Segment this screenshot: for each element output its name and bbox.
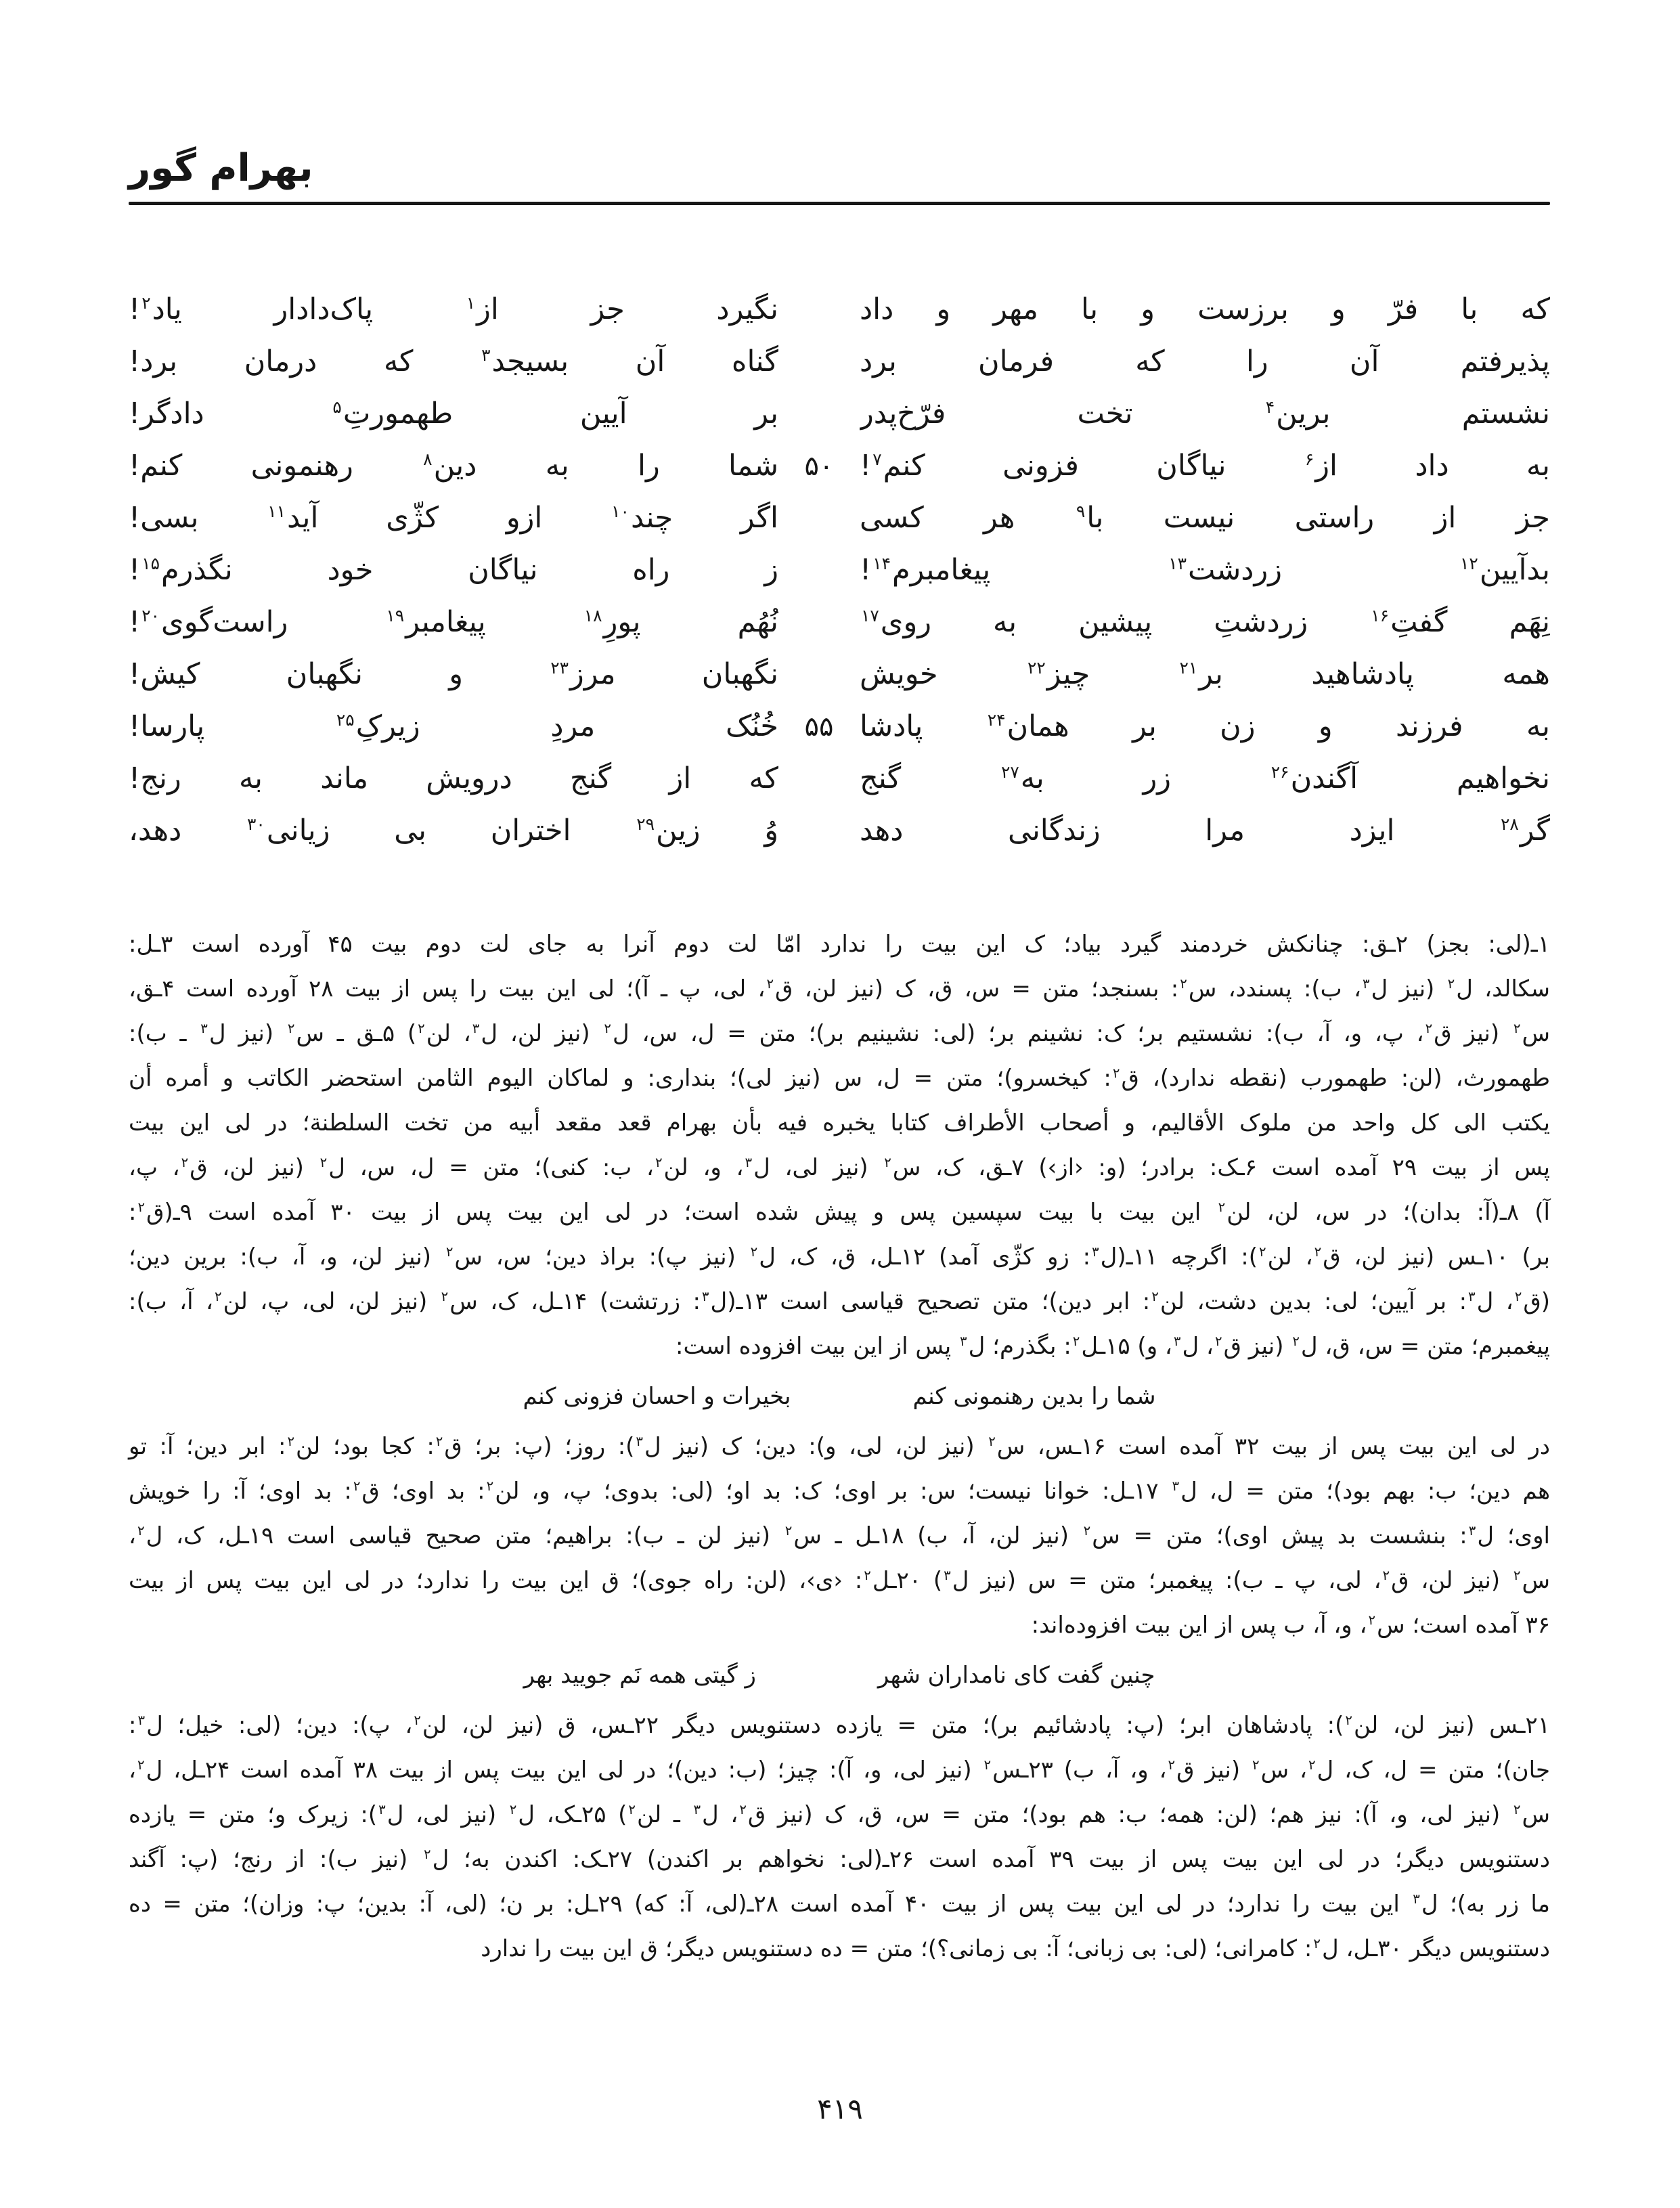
hemistich-second: اگر چند$^{۱۰}$ ازو کژّی آید$^{۱۱}$ بسی! — [129, 501, 778, 535]
apparatus-line: ۱ـ(لی: بجز) ۲ـق: چنانکش خردمند گیرد بیاد؛ ک این بیت را ندارد امّا لت دوم آنرا به جای لت دوم بیت ۴۵ آورده است ۳ـل: — [129, 931, 1550, 958]
apparatus-line: س$^۲$ (نیز ق$^۲$، پ، و، آ، ب): نشستیم بر؛ ک: نشینم بر؛ (لی: نشینیم بر)؛ متن = ل، س، ل$^۲$ (نیز لن، ل$^۳$، لن$^۲$) ۵ـق ـ س$^۲$ (نیز ل$^۳$ ـ ب): — [129, 1020, 1550, 1048]
verse-row — [129, 596, 1550, 648]
apparatus-line: آ) ۸ـ(آ: بدان)؛ در س، لن، لن$^۲$ این بیت با بیت سپسین پس و پیش شده است؛ در لی این بیت پس از بیت ۳۰ آمده است ۹ـ(ق$^۲$: — [129, 1199, 1550, 1227]
hemistich-first: نشستم برین$^۴$ تخت فرّخ‌پدر — [860, 397, 1550, 431]
apparatus-line: یکتب الی کل واحد من ملوک الأقالیم، و أصحاب الأطراف کتابا یخبره فیه بأن بهرام قعد مقعد أبیه من تخت السلطنة؛ در لی این بیت — [129, 1109, 1550, 1137]
hemistich-first: همه پادشاهید بر$^{۲۱}$ چیز$^{۲۲}$ خویش — [860, 657, 1550, 692]
apparatus-line-end: ۳۶ آمده است؛ س$^۲$، و، آ، ب پس از این بیت افزوده‌اند: — [1031, 1612, 1550, 1639]
verse-row — [129, 336, 1550, 388]
inserted-verse-second: ز گیتی همه نَم جویید بهر — [523, 1662, 756, 1690]
verse-number: ۵۰ — [804, 451, 834, 483]
apparatus-line: پس از بیت ۲۹ آمده است ۶ـک: برادر؛ (و: ‹از›) ۷ـق، ک، س$^۲$ (نیز لی، ل$^۳$، و، لن$^۲$، ب: کنی)؛ متن = ل، س، ل$^۲$ (نیز لن، ق$^۲$، پ، — [129, 1154, 1551, 1182]
apparatus-line: س$^۲$ (نیز لی، و، آ): نیز هم؛ (لن: همه؛ ب: هم بود)؛ متن = س، ق، ک (نیز ق$^۲$، ل$^۳$ ـ لن$^۲$) ۲۵ـک، ل$^۲$ (نیز لی، ل$^۳$): زیرک و؛ متن = یازده — [129, 1801, 1551, 1829]
hemistich-first: جز از راستی نیست با$^۹$ هر کسی — [860, 501, 1550, 535]
hemistich-first: پذیرفتم آن را که فرمان برد — [860, 345, 1550, 379]
hemistich-second: نگیرد جز از$^۱$ پاک‌دادار یاد$^۲$! — [129, 292, 778, 327]
apparatus-inserted-verse — [129, 1369, 1550, 1424]
verse-row — [129, 701, 1550, 753]
apparatus-line: ۲۱ـس (نیز لن، لن$^۲$): پادشاهان ابر؛ (پ: پادشائیم بر)؛ متن = یازده دستنویس دیگر ۲۲ـس، ق (نیز لن، لن$^۲$، پ): دین؛ (لی: خیل؛ ل$^۳$: — [129, 1712, 1551, 1740]
hemistich-second: که از گنج درویش ماند به رنج! — [129, 761, 778, 796]
apparatus-line: در لی این بیت پس از بیت ۳۲ آمده است ۱۶ـس، س$^۲$ (نیز لن، لی، و): دین؛ ک (نیز ل$^۳$): روز؛ (پ: بر؛ ق$^۲$: کجا بود؛ لن$^۲$: ابر دین؛ آ: تو — [129, 1433, 1550, 1461]
hemistich-first: بدآیین$^{۱۲}$ زردشت$^{۱۳}$ پیغامبرم$^{۱۴}$! — [860, 553, 1550, 588]
verse-row — [129, 440, 1550, 492]
hemistich-first: نِهَم گفتِ$^{۱۶}$ زردشتِ پیشین به روی$^{۱۷}$ — [861, 605, 1550, 640]
verse-row — [129, 753, 1550, 805]
header-rule — [129, 202, 1550, 205]
hemistich-second: خُنُک مردِ زیرکِ$^{۲۵}$ پارسا! — [129, 709, 778, 744]
apparatus-line: طهمورث، (لن: طهمورب (نقطه ندارد)، ق$^۲$: کیخسرو)؛ متن = ل، س (نیز لی)؛ بنداری: و لماکان الیوم الثامن استحضر الکاتب و أمره أن — [129, 1065, 1550, 1092]
verse-row — [129, 544, 1550, 596]
apparatus-line: بر) ۱۰ـس (نیز لن، ق$^۲$، لن$^۲$): اگرچه ۱۱ـ(ل$^۳$: زو کژّی آمد) ۱۲ـل، ق، ک، ل$^۲$ (نیز پ): براذ دین؛ س، س$^۲$ (نیز لن، و، آ، ب): برین دین؛ — [129, 1243, 1551, 1271]
hemistich-second: نگهبان مرز$^{۲۳}$ و نگهبان کیش! — [129, 657, 778, 692]
verse-number: ۵۵ — [804, 711, 834, 743]
inserted-verse-first: شما را بدین رهنمونی کنم — [912, 1383, 1156, 1411]
apparatus-line: ما زر به)؛ ل$^۳$ این بیت را ندارد؛ در لی این بیت پس از بیت ۴۰ آمده است ۲۸ـ(لی، آ: که) ۲۹ـل: بر ن؛ (لی، آ: بدین؛ پ: وزان)؛ متن = ده — [129, 1891, 1550, 1918]
apparatus-line: هم دین؛ ب: بهم بود)؛ متن = ل، ل$^۳$ ۱۷ـل: خوانا نیست؛ س: بر اوی؛ ک: بد او؛ (لی: بدوی؛ پ، و، لن$^۲$: بد اوی؛ ق$^۲$: بد اوی؛ آ: را خویش — [129, 1478, 1551, 1505]
apparatus-line: جان)؛ متن = ل، ک، ل$^۲$، س$^۲$ (نیز ق$^۲$، و، آ، ب) ۲۳ـس$^۲$ (نیز لی، و، آ): چیز؛ (ب: دین)؛ در لی این بیت پس از بیت ۳۸ آمده است ۲۴ـل، ل$^۲$، — [129, 1757, 1550, 1784]
apparatus-line: س$^۲$ (نیز لن، ق$^۲$، لی، پ ـ ب): پیغمبر؛ متن = س (نیز ل$^۳$) ۲۰ـل$^۲$: ‹ی›، (لن: راه جوی)؛ ق این بیت را ندارد؛ در لی این بیت پس از بیت — [129, 1567, 1551, 1595]
verse-row — [129, 805, 1550, 857]
hemistich-first: گر$^{۲۸}$ ایزد مرا زندگانی دهد — [860, 814, 1550, 848]
inserted-verse-second: بخیرات و احسان فزونی کنم — [523, 1383, 791, 1411]
running-head-title: بهرام گور — [129, 146, 313, 190]
hemistich-first: که با فرّ و برزست و با مهر و داد — [860, 292, 1550, 327]
verse-row — [129, 388, 1550, 440]
inserted-verse-first: چنین گفت کای نامداران شهر — [877, 1662, 1155, 1690]
apparatus-line-end: دستنویس دیگر ۳۰ـل، ل$^۲$: کامرانی؛ (لی: بی زبانی؛ آ: بی زمانی؟)؛ متن = ده دستنویس دیگر؛ ق این بیت را ندارد — [481, 1935, 1550, 1963]
page-header — [129, 146, 1550, 205]
hemistich-first: به فرزند و زن بر همان$^{۲۴}$ پادشا — [860, 709, 1550, 744]
apparatus-line: (ق$^۲$، ل$^۳$: بر آیین؛ لی: بدین دشت، لن$^۲$: ابر دین)؛ متن تصحیح قیاسی است ۱۳ـ(ل$^۳$: زرتشت) ۱۴ـل، ک، س$^۲$ (نیز لن، لی، پ، لن$^۲$، آ، ب): — [129, 1288, 1550, 1316]
apparatus-line: اوی؛ ل$^۳$: بنشست بد پیش اوی)؛ متن = س$^۲$ (نیز لن، آ، ب) ۱۸ـل ـ س$^۲$ (نیز لن ـ ب): براهیم؛ متن صحیح قیاسی است ۱۹ـل، ک، ل$^۲$، — [129, 1522, 1551, 1550]
hemistich-second: شما را به دین$^۸$ رهنمونی کنم! — [129, 449, 778, 483]
verse-row — [129, 284, 1550, 336]
critical-apparatus — [129, 922, 1550, 1971]
hemistich-second: وُ زین$^{۲۹}$ اختران بی زیانی$^{۳۰}$ دهد، — [129, 814, 778, 848]
hemistich-second: گناه آن بسیجد$^۳$ که درمان برد! — [129, 345, 778, 379]
verse-row — [129, 648, 1550, 701]
verse-row — [129, 492, 1550, 544]
apparatus-line: دستنویس دیگر؛ در لی این بیت پس از بیت ۳۹ آمده است ۲۶ـ(لی: نخواهم بر اکندن) ۲۷ـک: اکندن به؛ ل$^۲$ (نیز ب): از رنج؛ (پ: آگند — [129, 1846, 1550, 1874]
page-number: ۴۱۹ — [817, 2092, 863, 2125]
apparatus-line-end: پیغمبرم؛ متن = س، ق، ل$^۲$ (نیز ق$^۲$، ل$^۳$، و) ۱۵ـل$^۲$: بگذرم؛ ل$^۳$ پس از این بیت افزوده است: — [676, 1333, 1550, 1361]
hemistich-second: ز راه نیاگان خود نگذرم$^{۱۵}$! — [129, 553, 778, 588]
apparatus-line: سکالد، ل$^۲$ (نیز ل$^۳$، ب): پسندد، س$^۲$: بسنجد؛ متن = س، ق، ک (نیز لن، ق$^۲$، لی، پ ـ آ)؛ لی این بیت را پس از بیت ۲۸ آورده است ۴ـق، — [129, 975, 1550, 1003]
hemistich-first: نخواهیم آگندن$^{۲۶}$ زر به$^{۲۷}$ گنج — [860, 761, 1550, 796]
hemistich-first: به داد از$^۶$ نیاگان فزونی کنم$^۷$! — [860, 449, 1550, 483]
hemistich-second: بر آیین طهمورتِ$^۵$ دادگر! — [129, 397, 778, 431]
hemistich-second: نُهُم پورِ$^{۱۸}$ پیغامبر$^{۱۹}$ راست‌گوی$^{۲۰}$! — [129, 605, 778, 640]
poem-section — [129, 284, 1550, 857]
apparatus-inserted-verse — [129, 1648, 1550, 1703]
